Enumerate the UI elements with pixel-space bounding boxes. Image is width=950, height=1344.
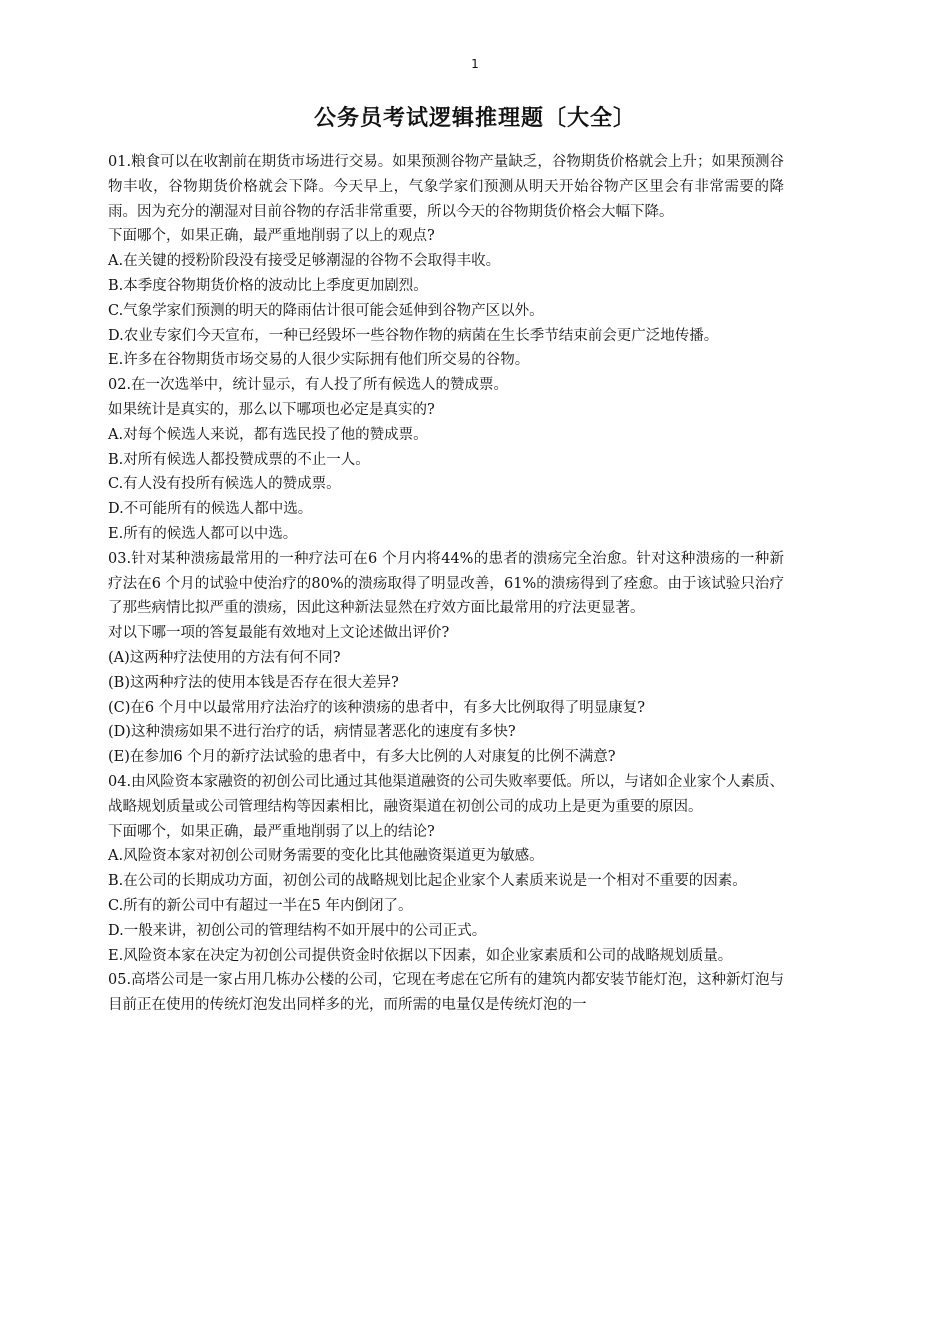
- paragraph-q01-option-c: C.气象学家们预测的明天的降雨估计很可能会延伸到谷物产区以外。: [108, 302, 544, 319]
- paragraph-q04-option-b: B.在公司的长期成功方面，初创公司的战略规划比起企业家个人素质来说是一个相对不重要的因素。: [108, 873, 747, 890]
- document-title: 公务员考试逻辑推理题〔大全〕: [313, 106, 636, 131]
- document-body: [108, 150, 784, 1018]
- paragraph-q01-option-b: B.本季度谷物期货价格的波动比上季度更加剧烈。: [108, 277, 428, 294]
- paragraph-q04-question: 下面哪个，如果正确，最严重地削弱了以上的结论?: [108, 823, 435, 840]
- paragraph-q04-stem: 04.由风险资本家融资的初创公司比通过其他渠道融资的公司失败率要低。所以，与诸如企业家个人素质、战略规划质量或公司管理结构等因素相比，融资渠道在初创公司的成功上是更为重要的原因。: [108, 773, 784, 815]
- paragraph-q04-option-d: D.一般来讲，初创公司的管理结构不如开展中的公司正式。: [108, 922, 487, 939]
- paragraph-q03-option-c: (C)在6 个月中以最常用疗法治疗的该种溃疡的患者中，有多大比例取得了明显康复?: [108, 699, 646, 716]
- paragraph-q03-option-d: (D)这种溃疡如果不进行治疗的话，病情显著恶化的速度有多快?: [108, 724, 516, 741]
- paragraph-q02-option-d: D.不可能所有的候选人都中选。: [108, 501, 313, 518]
- page-number: 1: [471, 57, 479, 71]
- paragraph-q03-option-e: (E)在参加6 个月的新疗法试验的患者中，有多大比例的人对康复的比例不满意?: [108, 749, 616, 766]
- paragraph-q05-stem: 05.高塔公司是一家占用几栋办公楼的公司，它现在考虑在它所有的建筑内都安装节能灯泡，这种新灯泡与目前正在使用的传统灯泡发出同样多的光，而所需的电量仅是传统灯泡的一: [108, 972, 784, 1014]
- paragraph-q03-option-a: (A)这两种疗法使用的方法有何不同?: [108, 649, 341, 666]
- paragraph-q04-option-c: C.所有的新公司中有超过一半在5 年内倒闭了。: [108, 897, 413, 914]
- paragraph-q04-option-e: E.风险资本家在决定为初创公司提供资金时依据以下因素，如企业家素质和公司的战略规划质量。: [108, 947, 733, 964]
- paragraph-q01-option-a: A.在关键的授粉阶段没有接受足够潮湿的谷物不会取得丰收。: [108, 253, 501, 270]
- paragraph-q01-option-e: E.许多在谷物期货市场交易的人很少实际拥有他们所交易的谷物。: [108, 352, 530, 369]
- paragraph-q04-option-a: A.风险资本家对初创公司财务需要的变化比其他融资渠道更为敏感。: [108, 848, 544, 865]
- paragraph-q02-option-b: B.对所有候选人都投赞成票的不止一人。: [108, 451, 370, 468]
- paragraph-q01-option-d: D.农业专家们今天宣布，一种已经毁坏一些谷物作物的病菌在生长季节结束前会更广泛地传播。: [108, 327, 719, 344]
- paragraph-q01-question: 下面哪个，如果正确，最严重地削弱了以上的观点?: [108, 228, 435, 245]
- paragraph-q02-stem: 02.在一次选举中，统计显示，有人投了所有候选人的赞成票。: [108, 377, 509, 394]
- paragraph-q03-question: 对以下哪一项的答复最能有效地对上文论述做出评价?: [108, 625, 450, 642]
- paragraph-q02-option-a: A.对每个候选人来说，都有选民投了他的赞成票。: [108, 426, 428, 443]
- paragraph-q01-stem: 01.粮食可以在收割前在期货市场进行交易。如果预测谷物产量缺乏，谷物期货价格就会上升；如果预测谷物丰收，谷物期货价格就会下降。今天早上，气象学家们预测从明天开始谷物产区里会有非常需要的降雨。因为充分的潮湿对目前谷物的存活非常重要，所以今天的谷物期货价格会大幅下降。: [108, 154, 784, 220]
- paragraph-q02-option-c: C.有人没有投所有候选人的赞成票。: [108, 476, 341, 493]
- paragraph-q02-question: 如果统计是真实的，那么以下哪项也必定是真实的?: [108, 401, 435, 418]
- paragraph-q03-option-b: (B)这两种疗法的使用本钱是否存在很大差异?: [108, 674, 399, 691]
- paragraph-q02-option-e: E.所有的候选人都可以中选。: [108, 525, 298, 542]
- paragraph-q03-stem: 03.针对某种溃疡最常用的一种疗法可在6 个月内将44%的患者的溃疡完全治愈。针对这种溃疡的一种新疗法在6 个月的试验中使治疗的80%的溃疡取得了明显改善，61%的溃疡得到了痊愈。由于该试验只治疗了那些病情比拟严重的溃疡，因此这种新法显然在疗效方面比最常用的疗法更显著。: [108, 550, 784, 617]
